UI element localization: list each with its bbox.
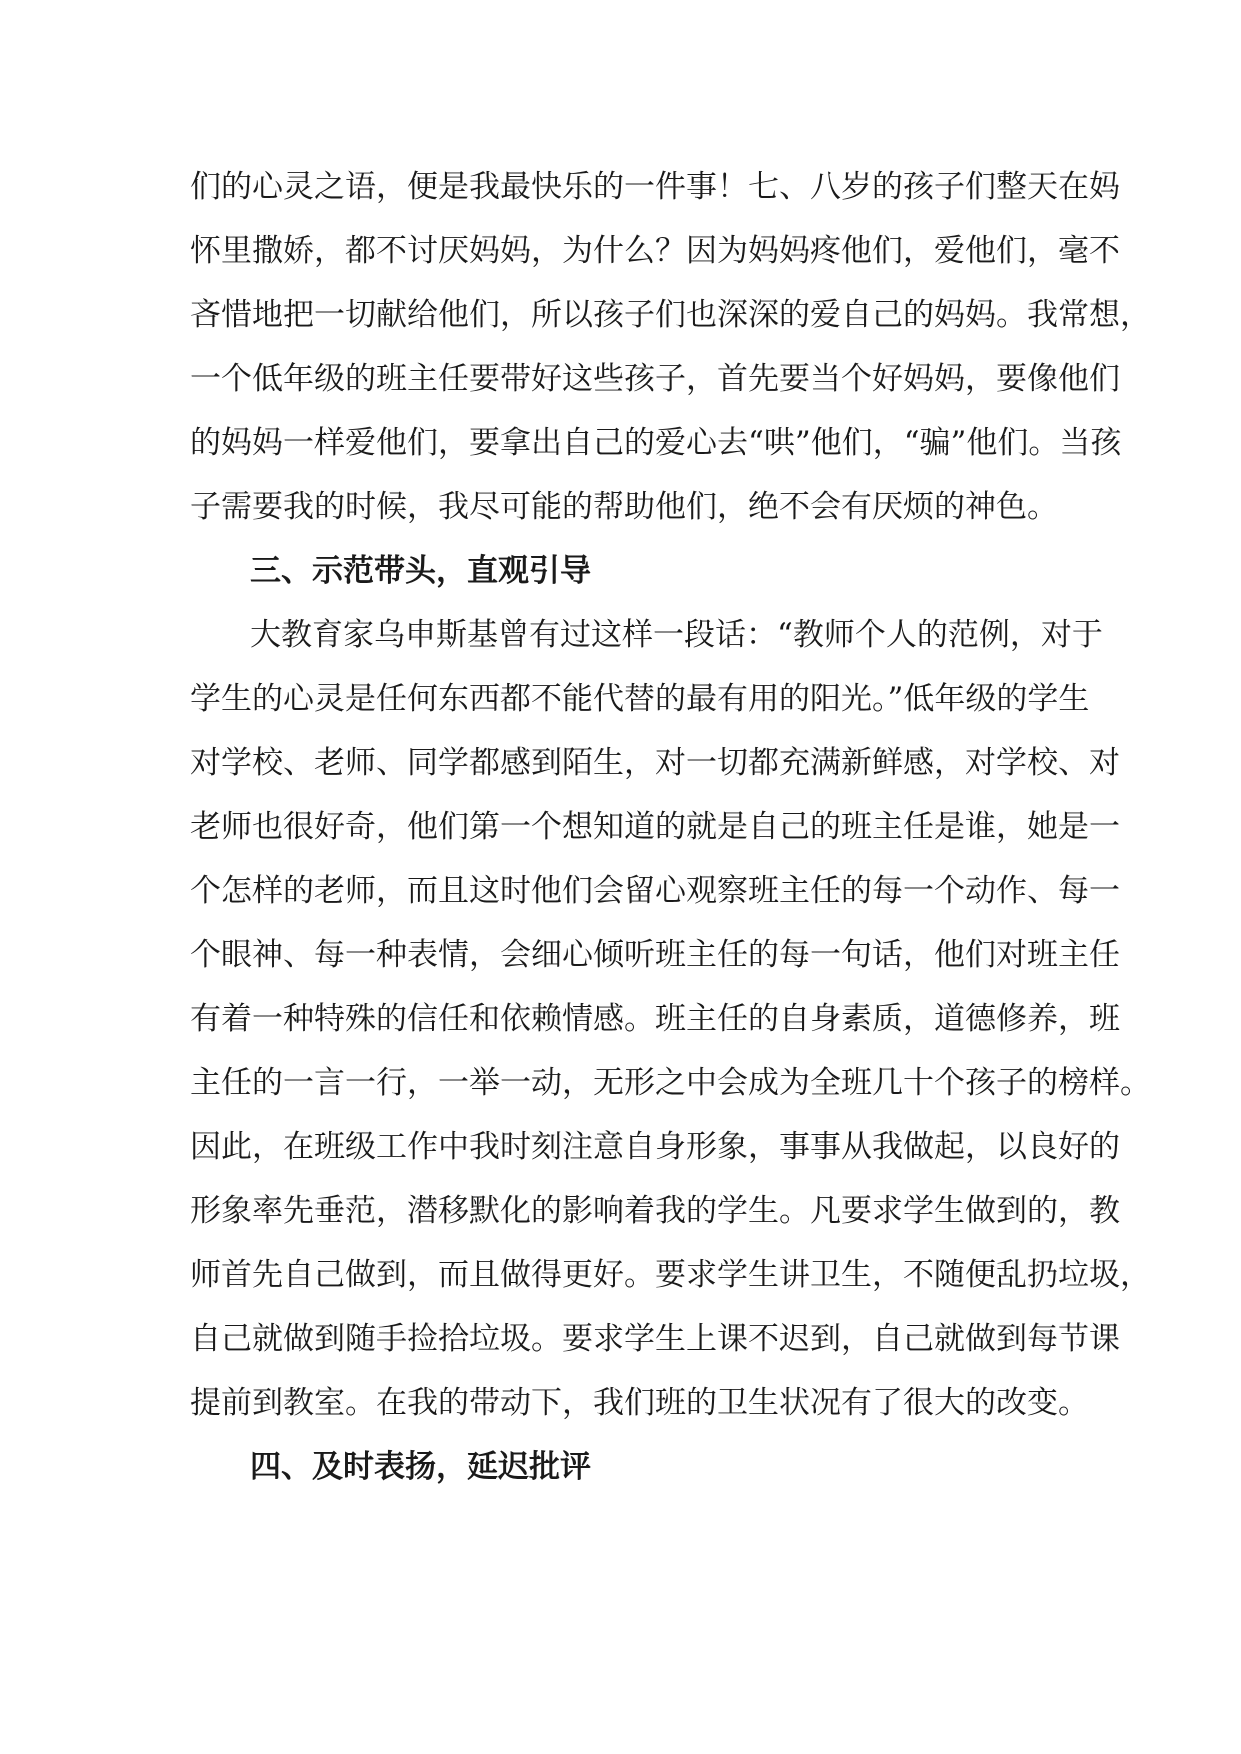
paragraph-line: 老师也很好奇，他们第一个想知道的就是自己的班主任是谁，她是一 — [190, 809, 1120, 845]
paragraph-line: 大教育家乌申斯基曾有过这样一段话：“教师个人的范例，对于 — [250, 617, 1103, 653]
paragraph-line: 的妈妈一样爱他们，要拿出自己的爱心去“哄”他们，“骗”他们。当孩 — [190, 425, 1122, 461]
paragraph-line: 个眼神、每一种表情，会细心倾听班主任的每一句话，他们对班主任 — [190, 937, 1120, 973]
section-heading: 三、示范带头，直观引导 — [250, 553, 591, 589]
paragraph-line: 自己就做到随手捡拾垃圾。要求学生上课不迟到，自己就做到每节课 — [190, 1321, 1120, 1357]
paragraph-line: 形象率先垂范，潜移默化的影响着我的学生。凡要求学生做到的，教 — [190, 1193, 1120, 1229]
paragraph-line: 学生的心灵是任何东西都不能代替的最有用的阳光。”低年级的学生 — [190, 681, 1090, 717]
section-heading: 四、及时表扬，延迟批评 — [250, 1449, 591, 1485]
paragraph-line: 师首先自己做到，而且做得更好。要求学生讲卫生，不随便乱扔垃圾， — [190, 1257, 1151, 1293]
paragraph-line: 怀里撒娇，都不讨厌妈妈，为什么？因为妈妈疼他们，爱他们，毫不 — [190, 233, 1120, 269]
paragraph-line: 吝惜地把一切献给他们，所以孩子们也深深的爱自己的妈妈。我常想， — [190, 297, 1151, 333]
paragraph-line: 因此，在班级工作中我时刻注意自身形象，事事从我做起，以良好的 — [190, 1129, 1120, 1165]
paragraph-line: 主任的一言一行，一举一动，无形之中会成为全班几十个孩子的榜样。 — [190, 1065, 1151, 1101]
paragraph-line: 对学校、老师、同学都感到陌生，对一切都充满新鲜感，对学校、对 — [190, 745, 1120, 781]
paragraph-line: 提前到教室。在我的带动下，我们班的卫生状况有了很大的改变。 — [190, 1385, 1089, 1421]
paragraph-line: 个怎样的老师，而且这时他们会留心观察班主任的每一个动作、每一 — [190, 873, 1120, 909]
paragraph-line: 们的心灵之语，便是我最快乐的一件事！七、八岁的孩子们整天在妈 — [190, 169, 1120, 205]
paragraph-line: 子需要我的时候，我尽可能的帮助他们，绝不会有厌烦的神色。 — [190, 489, 1058, 525]
paragraph-line: 有着一种特殊的信任和依赖情感。班主任的自身素质，道德修养，班 — [190, 1001, 1120, 1037]
paragraph-line: 一个低年级的班主任要带好这些孩子，首先要当个好妈妈，要像他们 — [190, 361, 1120, 397]
